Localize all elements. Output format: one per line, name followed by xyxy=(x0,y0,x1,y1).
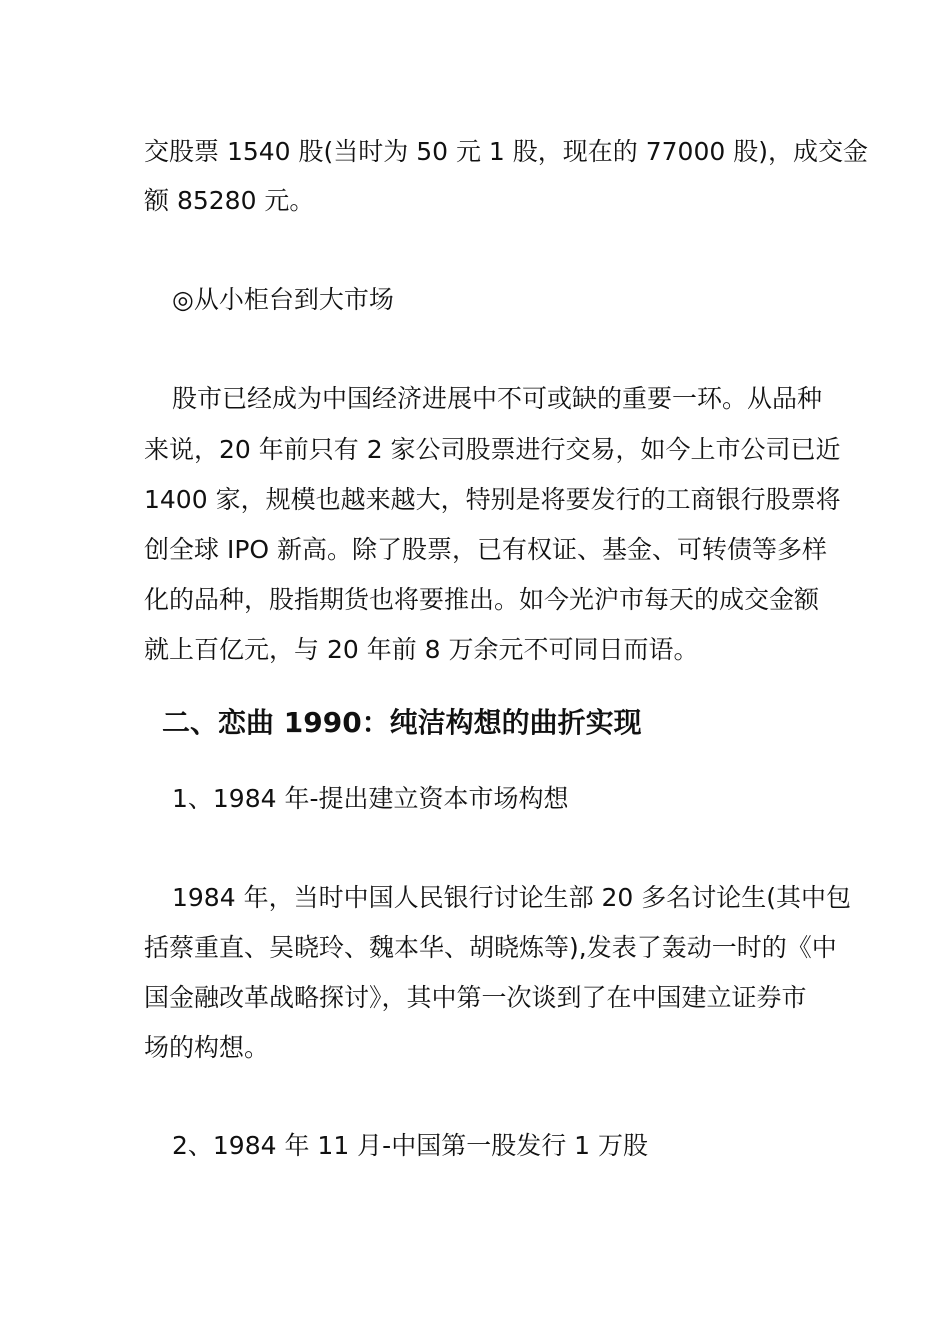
paragraph-1-line-5: 化的品种，股指期货也将要推出。如今光沪市每天的成交金额 xyxy=(144,585,820,614)
paragraph-2-line-1: 1984 年，当时中国人民银行讨论生部 20 多名讨论生(其中包 xyxy=(172,883,852,912)
paragraph-2-line-2: 括蔡重直、吴晓玲、魏本华、胡晓炼等),发表了轰动一时的《中 xyxy=(144,933,837,962)
paragraph-2-line-4: 场的构想。 xyxy=(144,1033,270,1062)
subheading-small-counter-to-big-market: ◎从小柜台到大市场 xyxy=(172,285,394,314)
item-1-title: 1、1984 年-提出建立资本市场构想 xyxy=(172,784,569,813)
paragraph-1-line-3: 1400 家，规模也越来越大，特别是将要发行的工商银行股票将 xyxy=(144,485,841,514)
paragraph-1-line-2: 来说，20 年前只有 2 家公司股票进行交易，如今上市公司已近 xyxy=(144,435,841,464)
intro-line-2: 额 85280 元。 xyxy=(144,186,315,215)
section-heading: 二、恋曲 1990：纯洁构想的曲折实现 xyxy=(162,706,642,739)
paragraph-1-line-6: 就上百亿元，与 20 年前 8 万余元不可同日而语。 xyxy=(144,635,699,664)
paragraph-1-line-1: 股市已经成为中国经济进展中不可或缺的重要一环。从品种 xyxy=(172,384,823,413)
intro-line-1: 交股票 1540 股(当时为 50 元 1 股，现在的 77000 股)，成交金 xyxy=(144,137,868,166)
paragraph-1-line-4: 创全球 IPO 新高。除了股票，已有权证、基金、可转债等多样 xyxy=(144,535,828,564)
paragraph-2-line-3: 国金融改革战略探讨》，其中第一次谈到了在中国建立证券市 xyxy=(144,983,807,1012)
item-2-title: 2、1984 年 11 月-中国第一股发行 1 万股 xyxy=(172,1131,649,1160)
